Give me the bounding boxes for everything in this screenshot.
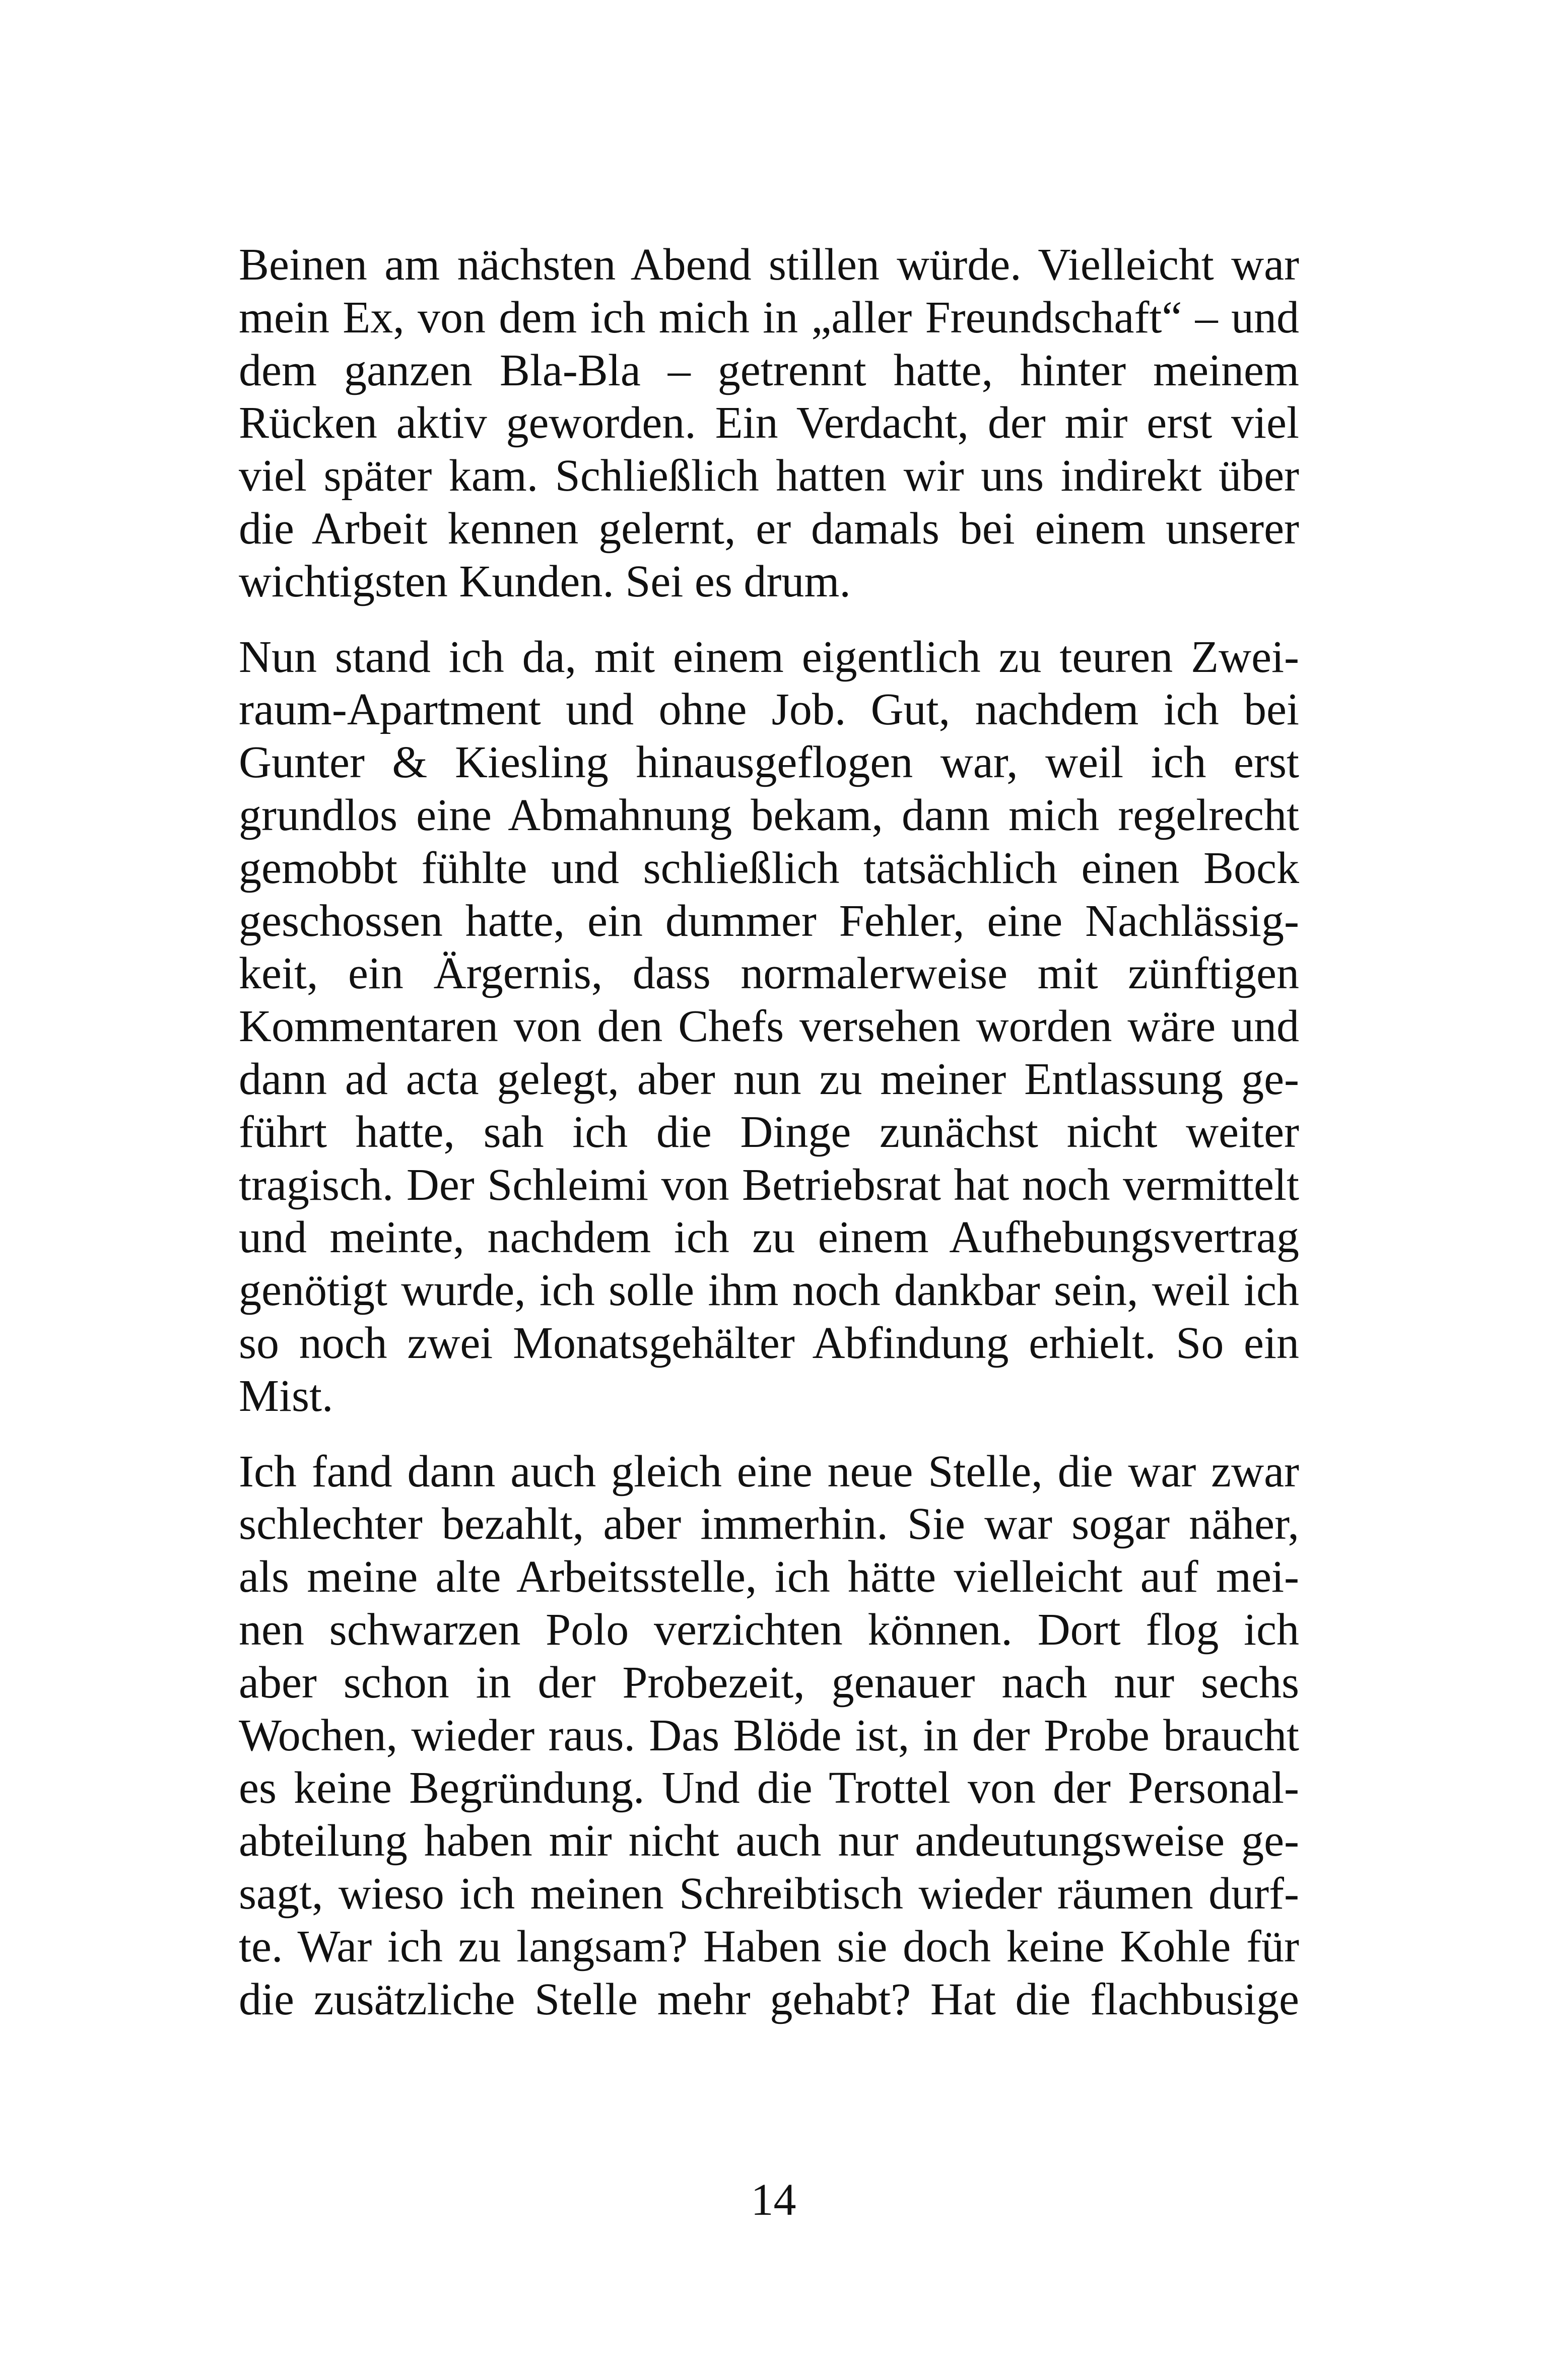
text-line: dem ganzen Bla-Bla – getrennt hatte, hinter meinem (239, 345, 1299, 395)
text-line: und meinte, nachdem ich zu einem Aufhebungsvertrag (239, 1212, 1299, 1263)
text-line: dann ad acta gelegt, aber nun zu meiner Entlassung ge- (239, 1054, 1299, 1104)
text-line: Gunter & Kiesling hinausgeflogen war, weil ich erst (239, 737, 1299, 788)
text-line: nen schwarzen Polo verzichten können. Dort flog ich (239, 1604, 1299, 1655)
paragraph-1 (239, 239, 1299, 608)
text-line: Rücken aktiv geworden. Ein Verdacht, der mir erst viel (239, 398, 1299, 448)
text-line: aber schon in der Probezeit, genauer nach nur sechs (239, 1657, 1299, 1708)
text-line: so noch zwei Monatsgehälter Abfindung erhielt. So ein (239, 1318, 1299, 1368)
text-line: tragisch. Der Schleimi von Betriebsrat hat noch vermittelt (239, 1160, 1299, 1210)
body-text (239, 239, 1299, 2049)
text-line: keit, ein Ärgernis, dass normalerweise mit zünftigen (239, 948, 1299, 999)
page-number: 14 (751, 2175, 796, 2225)
text-line: es keine Begründung. Und die Trottel von der Personal- (239, 1763, 1299, 1813)
text-line: schlechter bezahlt, aber immerhin. Sie war sogar näher, (239, 1499, 1299, 1549)
text-line: Beinen am nächsten Abend stillen würde. Vielleicht war (239, 240, 1299, 290)
text-line: genötigt wurde, ich solle ihm noch dankbar sein, weil ich (239, 1265, 1299, 1316)
text-line: als meine alte Arbeitsstelle, ich hätte vielleicht auf mei- (239, 1552, 1299, 1602)
text-line: die Arbeit kennen gelernt, er damals bei einem unserer (239, 503, 1299, 554)
text-line: raum-Apartment und ohne Job. Gut, nachdem ich bei (239, 685, 1299, 735)
paragraph-2 (239, 631, 1299, 1423)
text-line: führt hatte, sah ich die Dinge zunächst nicht weiter (239, 1107, 1299, 1157)
text-line: abteilung haben mir nicht auch nur andeutungsweise ge- (239, 1816, 1299, 1866)
text-line: Wochen, wieder raus. Das Blöde ist, in der Probe braucht (239, 1710, 1299, 1760)
text-line: gemobbt fühlte und schließlich tatsächlich einen Bock (239, 843, 1299, 893)
text-line: wichtigsten Kunden. Sei es drum. (239, 556, 851, 606)
text-line: grundlos eine Abmahnung bekam, dann mich regelrecht (239, 790, 1299, 840)
text-line: Ich fand dann auch gleich eine neue Stelle, die war zwar (239, 1446, 1299, 1497)
text-line: Nun stand ich da, mit einem eigentlich zu teuren Zwei- (239, 632, 1299, 682)
text-line: viel später kam. Schließlich hatten wir uns indirekt über (239, 451, 1299, 501)
paragraph-3 (239, 1446, 1299, 2026)
text-line: Mist. (239, 1371, 333, 1421)
text-line: te. War ich zu langsam? Haben sie doch keine Kohle für (239, 1921, 1299, 1971)
text-line: Kommentaren von den Chefs versehen worden wäre und (239, 1001, 1299, 1052)
text-line: mein Ex, von dem ich mich in „aller Freundschaft“ – und (239, 292, 1299, 343)
text-line: geschossen hatte, ein dummer Fehler, eine Nachlässig- (239, 896, 1299, 946)
text-line: sagt, wieso ich meinen Schreibtisch wieder räumen durf- (239, 1868, 1299, 1919)
text-line: die zusätzliche Stelle mehr gehabt? Hat die flachbusige (239, 1974, 1299, 2024)
